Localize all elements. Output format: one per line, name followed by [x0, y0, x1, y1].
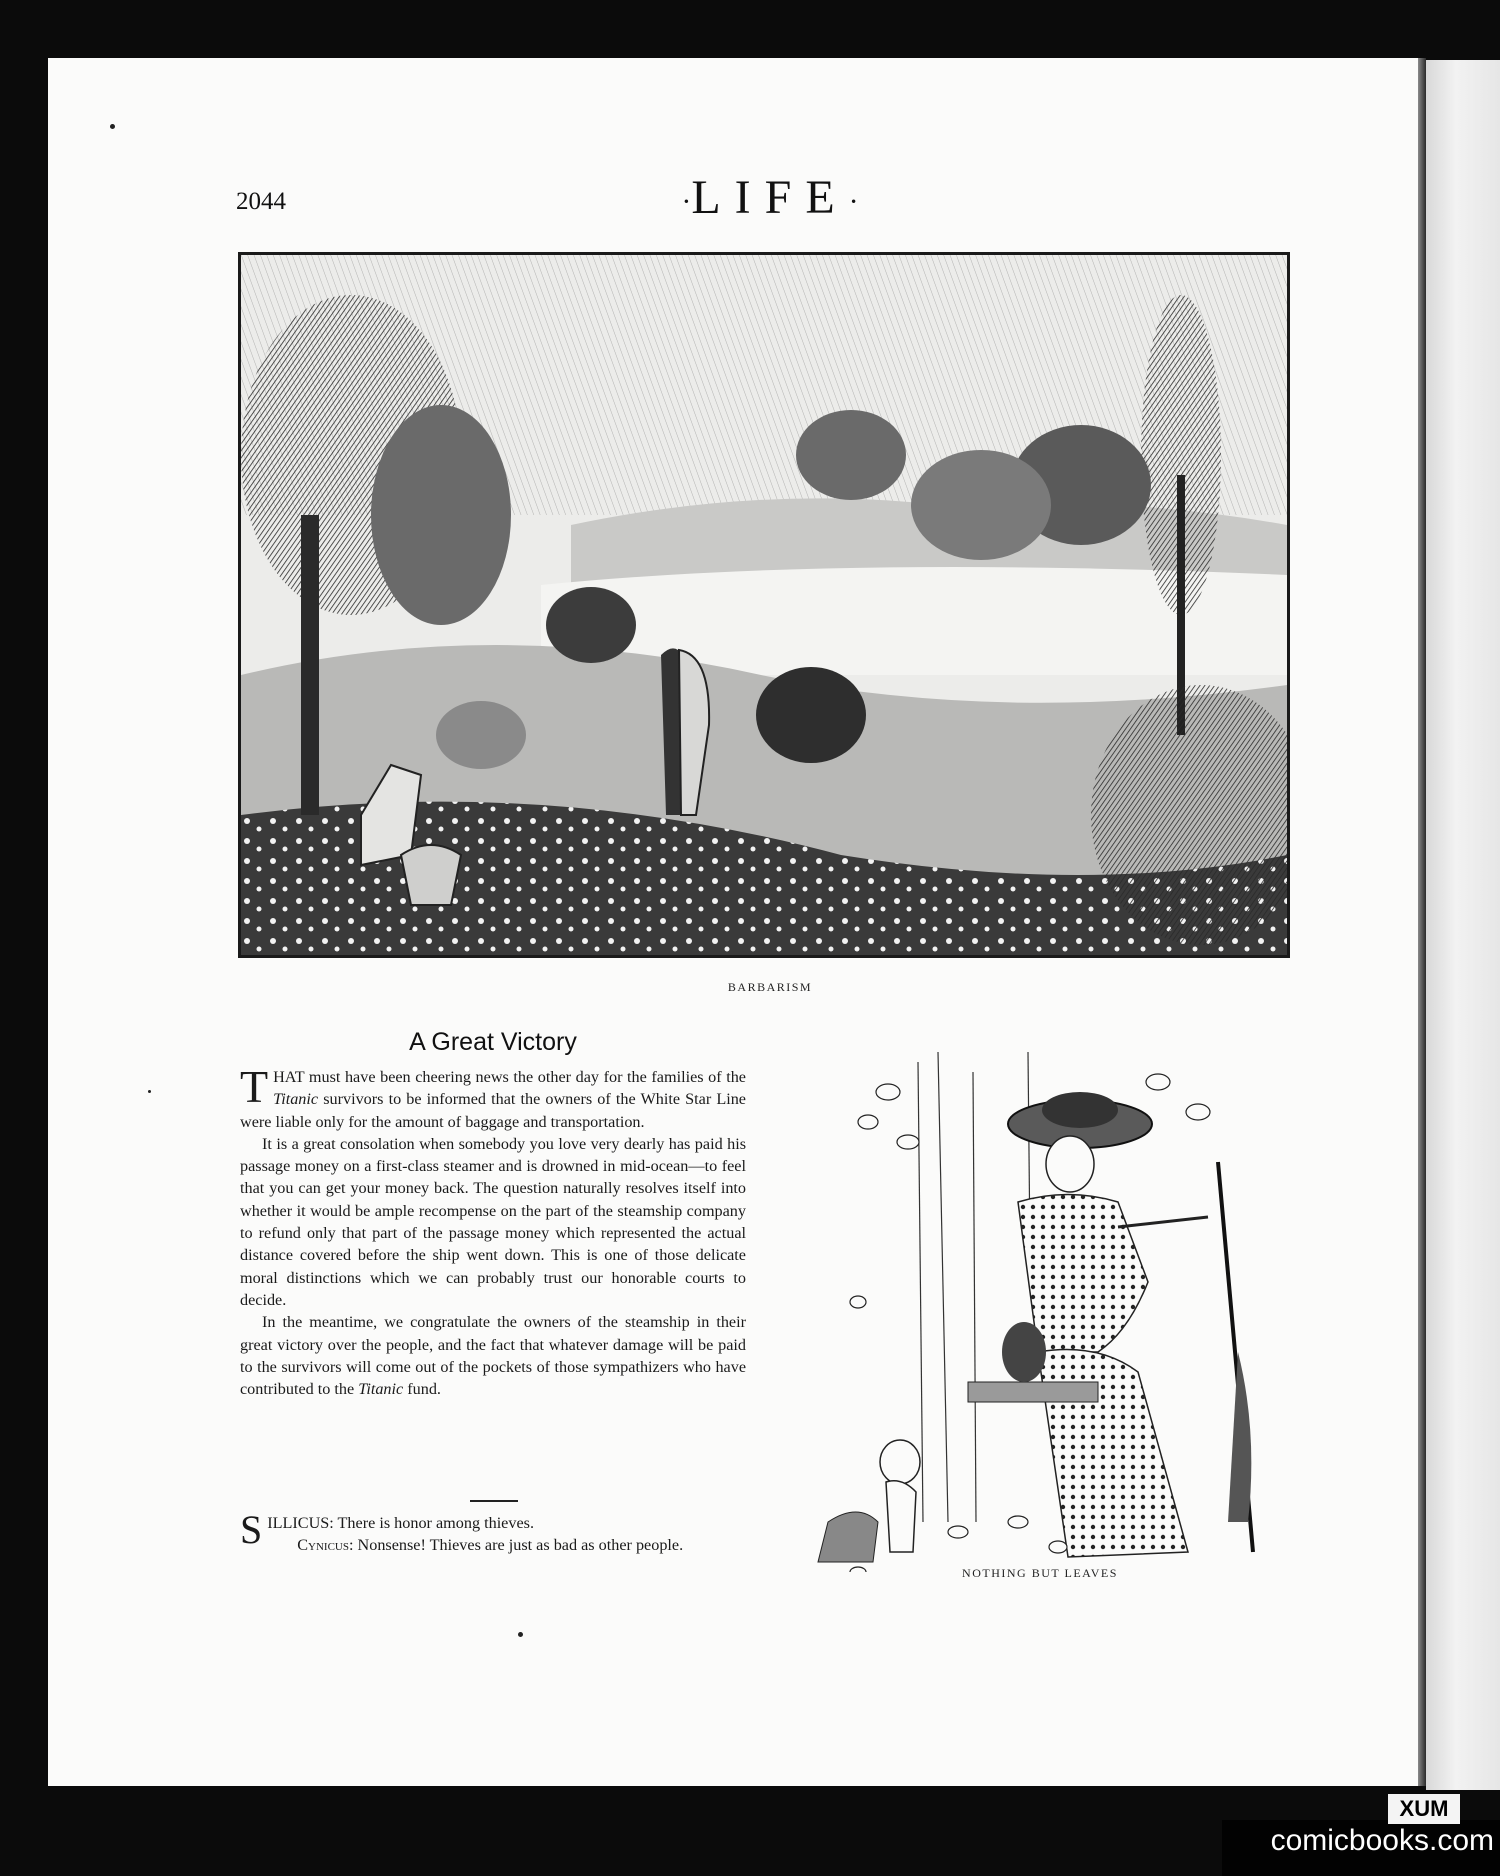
page-number: 2044 — [236, 188, 286, 215]
woman-seated-drawing — [798, 1052, 1284, 1572]
masthead-dot-left: · — [681, 184, 692, 218]
masthead — [560, 170, 980, 225]
article-paragraph — [240, 1311, 746, 1400]
masthead-dot-right: · — [848, 184, 859, 218]
illustration-caption: NOTHING BUT LEAVES — [962, 1566, 1118, 1580]
speaker-name: Cynicus — [297, 1536, 349, 1555]
article-text: fund. — [403, 1380, 441, 1399]
scan-speck — [110, 124, 115, 129]
ink-mark — [518, 1632, 523, 1637]
article-body — [240, 1061, 746, 1400]
adjacent-page-edge — [1426, 60, 1500, 1790]
nothing-but-leaves-illustration — [798, 1052, 1284, 1572]
article-text: survivors to be informed that the owners of the White Star Line were liable only for the amount of baggage and transportation. — [240, 1090, 746, 1131]
watermark-badge: XUM — [1388, 1794, 1460, 1824]
barbarism-illustration — [238, 252, 1290, 958]
section-rule — [470, 1500, 518, 1502]
joke-text: : Nonsense! Thieves are just as bad as other people. — [349, 1536, 684, 1555]
article-paragraph: It is a great consolation when somebody you love very dearly has paid his passage money on a first-class steamer and is drowned in mid-ocean—to feel that you can get your money back. The question naturally resolves itself into whether it would be ample recompense on the part of the steamship company to refund only that part of the passage money which represented the actual distance covered before the ship went down. This is one of those delicate moral distinctions which we can probably trust our honorable courts to decide. — [240, 1134, 746, 1309]
masthead-title: LIFE — [691, 171, 849, 224]
article-text: In the meantime, we congratulate the owners of the steamship in their great victory over the people, and the fact that whatever damage will be paid to the survivors will come out of the pockets of those sympathizers who have contributed to the — [240, 1313, 746, 1399]
article-text: HAT must have been cheering news the other day for the families of the — [273, 1068, 746, 1086]
scan-speck — [148, 1090, 151, 1093]
joke-text: ILLICUS: There is honor among thieves. — [267, 1514, 534, 1532]
ship-name: Titanic — [273, 1090, 319, 1109]
landscape-engraving — [241, 255, 1287, 955]
joke-block — [240, 1507, 746, 1557]
drop-cap: T — [240, 1061, 269, 1112]
article-paragraph — [240, 1061, 746, 1133]
drop-cap: S — [240, 1507, 263, 1552]
article-title: A Great Victory — [409, 1028, 577, 1056]
joke-line — [240, 1534, 746, 1556]
illustration-caption: BARBARISM — [727, 980, 813, 994]
ship-name: Titanic — [358, 1380, 404, 1399]
page-spine — [1418, 58, 1426, 1786]
watermark-site: comicbooks.com — [1270, 1824, 1494, 1857]
